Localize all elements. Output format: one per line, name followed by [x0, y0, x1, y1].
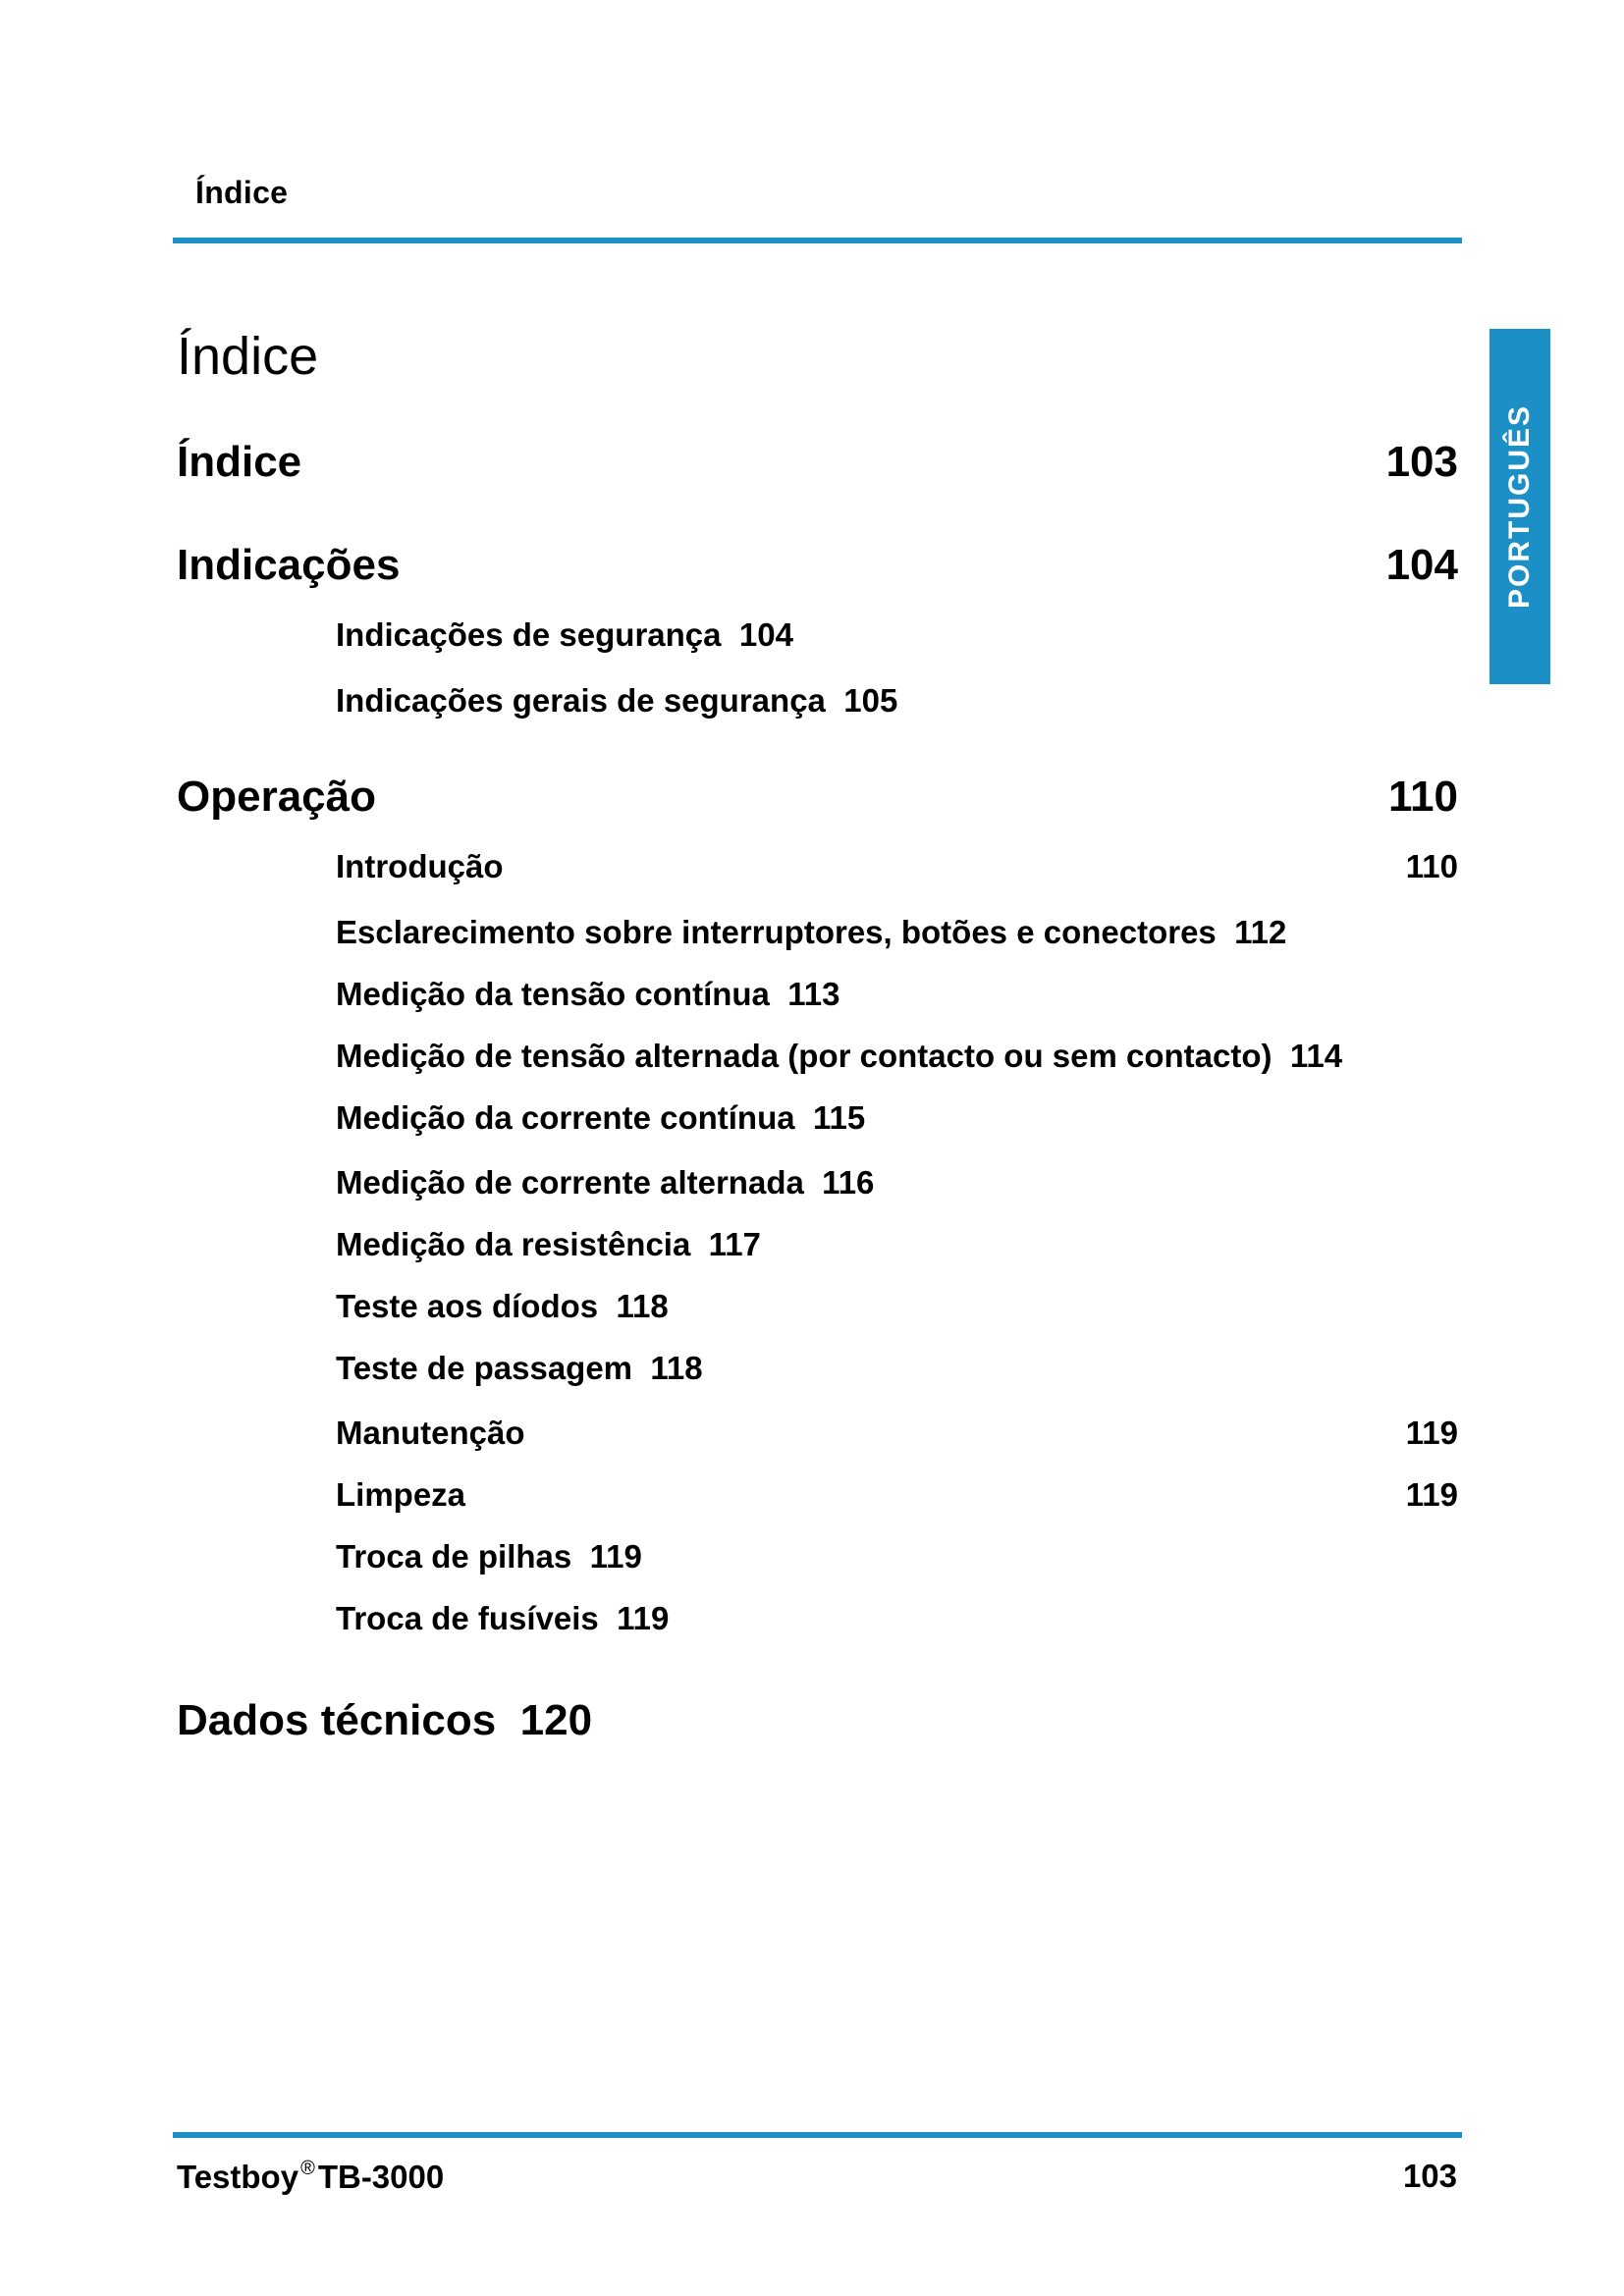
toc-subentry[interactable] [336, 616, 1458, 660]
toc-subentry-page: 114 [1289, 1038, 1343, 1074]
toc-subentry[interactable] [336, 1099, 1458, 1143]
toc-subentry-page: 113 [787, 976, 840, 1012]
toc-subentry[interactable] [336, 682, 1458, 725]
running-header: Índice [195, 175, 289, 210]
toc-subentry[interactable] [336, 1164, 1458, 1207]
toc-subentry[interactable] [336, 1600, 1458, 1643]
toc-subentry-page: 118 [616, 1288, 669, 1324]
toc-subentry[interactable] [336, 1226, 1458, 1269]
toc-entry-page: 103 [1385, 438, 1458, 486]
toc-subentry-label: Medição de tensão alternada (por contacto ou sem contacto) 114 [336, 1038, 1343, 1074]
toc-entry-operacao[interactable] [177, 773, 1458, 835]
toc-subentry-label: Troca de fusíveis 119 [336, 1600, 670, 1636]
toc-subentry-page: 119 [1405, 1476, 1458, 1513]
toc-entry-indicacoes[interactable] [177, 541, 1458, 604]
language-tab [1489, 329, 1550, 684]
toc-subentry-label: Medição da tensão contínua 113 [336, 976, 840, 1012]
toc-subentry-label: Medição da corrente contínua 115 [336, 1099, 866, 1136]
toc-subentry-label: Medição de corrente alternada 116 [336, 1164, 875, 1201]
footer-rule [173, 2132, 1462, 2138]
toc-subentry[interactable] [336, 1415, 1458, 1458]
toc-subentry[interactable] [336, 1038, 1458, 1081]
toc-subentry[interactable] [336, 1288, 1458, 1331]
toc-subentry-label: Indicações gerais de segurança 105 [336, 682, 898, 719]
toc-entry-dados-tecnicos[interactable] [177, 1696, 1458, 1759]
toc-subentry-page: 105 [843, 682, 898, 719]
toc-subentry[interactable] [336, 1538, 1458, 1581]
toc-subentry[interactable] [336, 1476, 1458, 1520]
toc-entry-label: Indicações [177, 541, 401, 589]
page-title: Índice [177, 327, 319, 386]
toc-subentry[interactable] [336, 914, 1458, 957]
toc-subentry-label: Teste aos díodos 118 [336, 1288, 669, 1324]
toc-subentry-label: Indicações de segurança 104 [336, 616, 793, 653]
toc-subentry-page: 112 [1234, 914, 1287, 950]
toc-entry-indice[interactable] [177, 438, 1458, 501]
language-tab-label: PORTUGUÊS [1503, 403, 1536, 610]
footer-product-name: Testboy ®TB-3000 [177, 2158, 445, 2195]
toc-subentry-label: Esclarecimento sobre interruptores, botões e conectores 112 [336, 914, 1287, 950]
toc-entry-label: Índice [177, 438, 302, 486]
toc-entry-page: 120 [519, 1696, 593, 1744]
footer-page-number: 103 [1402, 2158, 1457, 2194]
toc-entry-label: Operação [177, 773, 376, 821]
toc-subentry-label: Manutenção [336, 1415, 525, 1451]
toc-subentry[interactable] [336, 848, 1458, 891]
toc-subentry-page: 116 [822, 1164, 875, 1201]
toc-subentry-label: Teste de passagem 118 [336, 1350, 703, 1386]
toc-subentry-label: Troca de pilhas 119 [336, 1538, 642, 1575]
toc-subentry-label: Introdução [336, 848, 504, 884]
registered-mark: ® [300, 2158, 315, 2179]
toc-subentry[interactable] [336, 976, 1458, 1019]
toc-subentry-label: Limpeza [336, 1476, 466, 1513]
toc-subentry-page: 118 [650, 1350, 703, 1386]
toc-subentry-label: Medição da resistência 117 [336, 1226, 761, 1262]
toc-subentry-page: 119 [589, 1538, 642, 1575]
toc-subentry-page: 115 [812, 1099, 866, 1136]
toc-entry-page: 110 [1388, 773, 1458, 821]
toc-subentry-page: 104 [738, 616, 793, 653]
header-rule [173, 238, 1462, 243]
toc-entry-page: 104 [1385, 541, 1458, 589]
toc-subentry-page: 119 [1405, 1415, 1458, 1451]
toc-subentry-page: 119 [617, 1600, 670, 1636]
toc-subentry-page: 110 [1405, 848, 1458, 884]
toc-subentry[interactable] [336, 1350, 1458, 1393]
toc-subentry-page: 117 [708, 1226, 761, 1262]
toc-entry-label: Dados técnicos 120 [177, 1696, 593, 1744]
